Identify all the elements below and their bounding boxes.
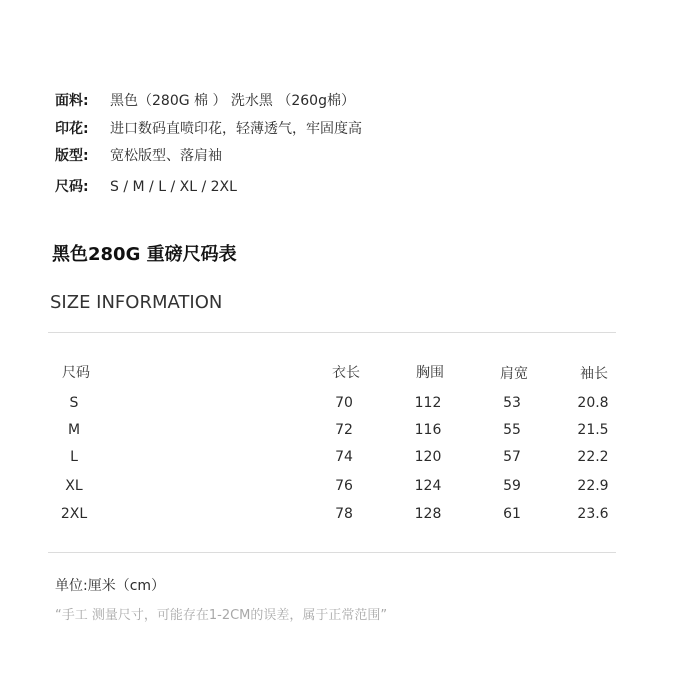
header-size: 尺码: [62, 365, 90, 381]
header-chest: 胸围: [416, 365, 444, 381]
cell-length: 74: [335, 449, 353, 465]
cell-length: 76: [335, 478, 353, 494]
spec-row-fabric: [55, 92, 355, 110]
cell-shoulder: 59: [503, 478, 521, 494]
cell-shoulder: 55: [503, 422, 521, 438]
cell-size: XL: [65, 478, 83, 494]
header-length: 衣长: [332, 365, 360, 381]
spec-row-print: [55, 120, 362, 138]
cell-chest: 124: [414, 478, 442, 494]
bottom-divider: [48, 552, 616, 553]
spec-value: 黑色（280G 棉 ） 洗水黑 （260g棉）: [110, 93, 355, 109]
spec-label: 尺码:: [55, 179, 89, 195]
spec-row-fit: [55, 147, 222, 165]
measurement-note: “手工 测量尺寸，可能存在1-2CM的误差，属于正常范围”: [55, 608, 388, 623]
cell-size: 2XL: [60, 506, 88, 522]
cell-length: 78: [335, 506, 353, 522]
spec-label: 版型:: [55, 148, 89, 164]
spec-label: 印花:: [55, 121, 89, 137]
spec-label: 面料:: [55, 93, 89, 109]
spec-value: S / M / L / XL / 2XL: [110, 179, 237, 195]
unit-label: 单位:厘米（cm）: [55, 578, 166, 594]
size-chart-title: 黑色280G 重磅尺码表: [52, 244, 237, 265]
spec-row-sizes: [55, 178, 237, 196]
cell-length: 72: [335, 422, 353, 438]
header-sleeve: 袖长: [580, 366, 608, 382]
cell-chest: 116: [414, 422, 442, 438]
cell-size: M: [67, 422, 81, 438]
size-information-subtitle: SIZE INFORMATION: [50, 292, 223, 313]
top-divider: [48, 332, 616, 333]
cell-sleeve: 22.9: [577, 478, 609, 494]
spec-value: 进口数码直喷印花，轻薄透气，牢固度高: [110, 121, 362, 137]
cell-size: L: [70, 449, 78, 465]
cell-shoulder: 57: [503, 449, 521, 465]
cell-chest: 120: [414, 449, 442, 465]
header-shoulder: 肩宽: [500, 366, 528, 382]
cell-sleeve: 22.2: [577, 449, 609, 465]
cell-sleeve: 21.5: [577, 422, 609, 438]
spec-value: 宽松版型、落肩袖: [110, 148, 222, 164]
cell-length: 70: [335, 395, 353, 411]
cell-size: S: [69, 395, 79, 411]
cell-shoulder: 53: [503, 395, 521, 411]
cell-sleeve: 23.6: [577, 506, 609, 522]
cell-chest: 128: [414, 506, 442, 522]
cell-chest: 112: [414, 395, 442, 411]
cell-shoulder: 61: [503, 506, 521, 522]
cell-sleeve: 20.8: [577, 395, 609, 411]
